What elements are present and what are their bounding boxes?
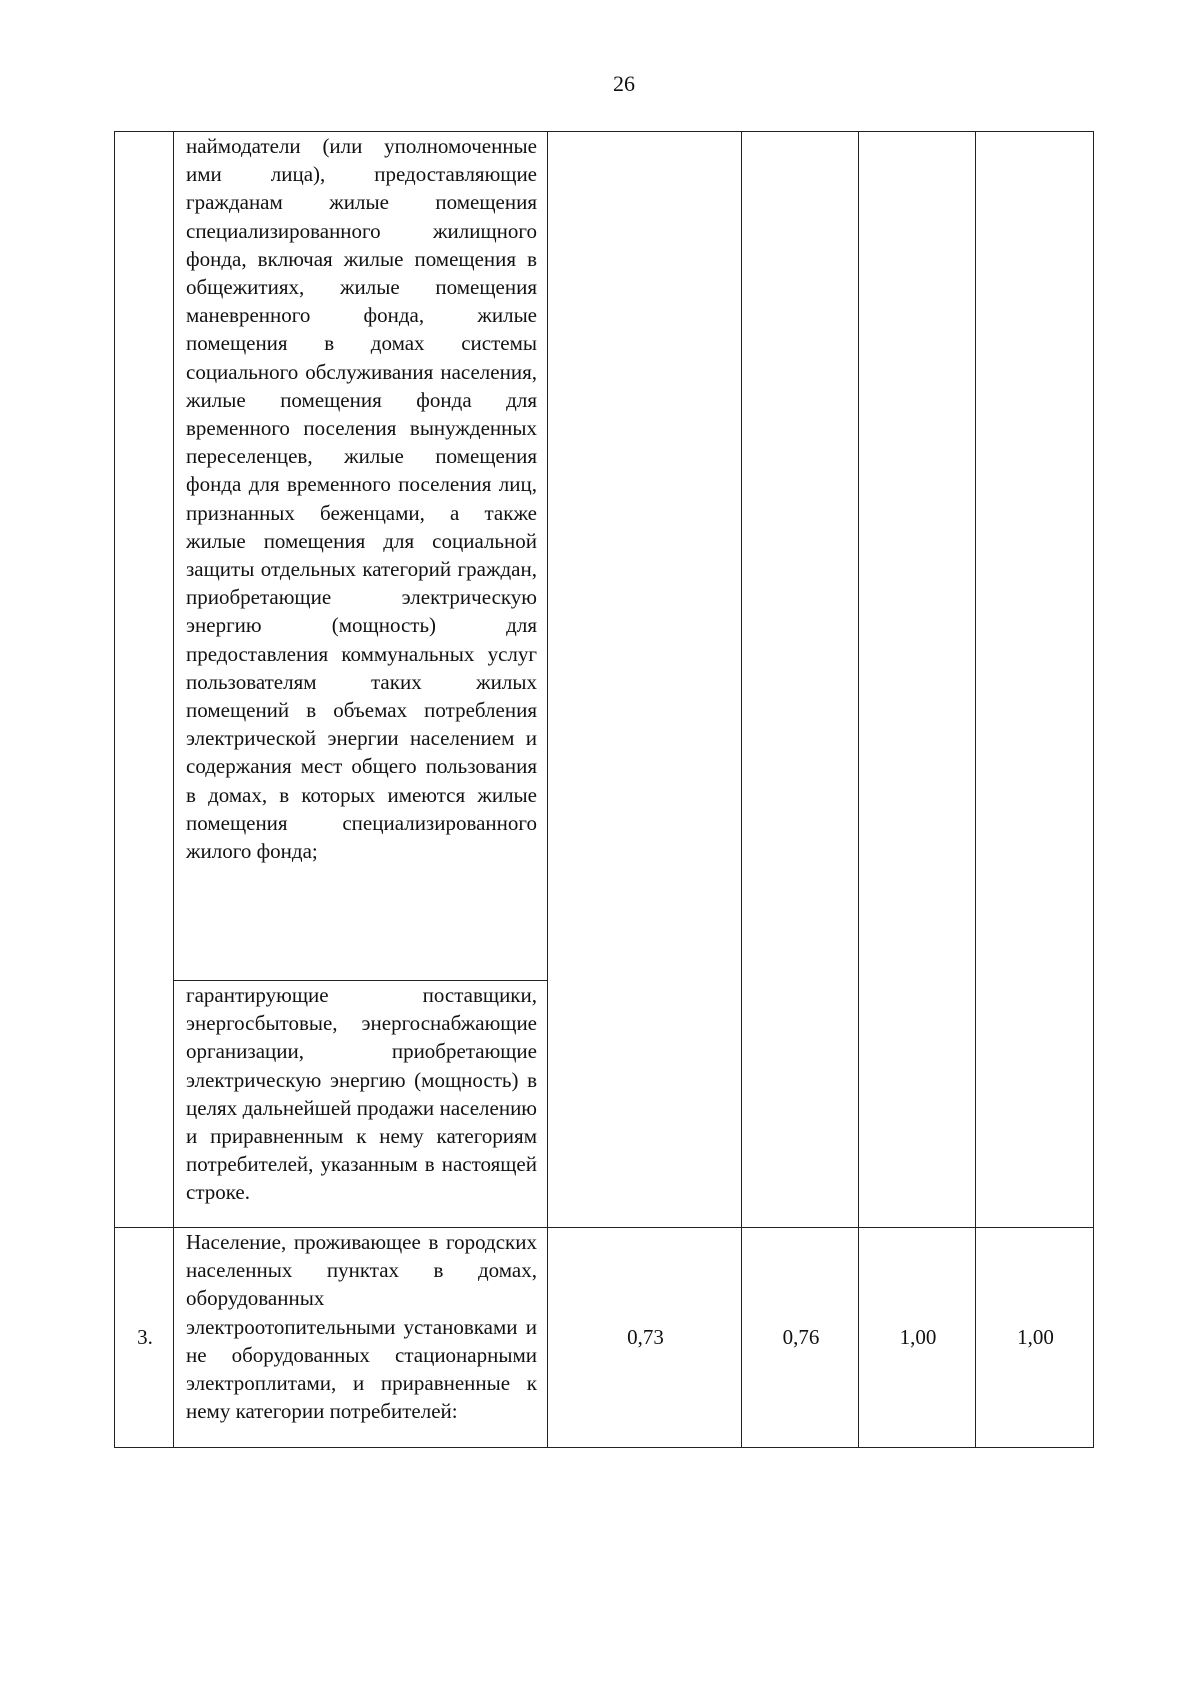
row-description-cell: Население, проживающее в городских населенных пунктах в домах, оборудованных электроотопительными установками и не оборудованных стационарными электроплитами, и приравненные к нему категории потребителей:: [174, 1228, 548, 1448]
table-row: [115, 1228, 1094, 1448]
value-cell-3: 1,00: [859, 1228, 976, 1448]
value-cell-1: [548, 132, 742, 1228]
row-description-cell: наймодатели (или уполномоченные ими лица), предоставляющие гражданам жилые помещения специализированного жилищного фонда, включая жилые помещения в общежитиях, жилые помещения маневренного фонда, жилые помещения в домах системы социального обслуживания населения, жилые помещения фонда для временного поселения вынужденных переселенцев, жилые помещения фонда для временного поселения лиц, признанных беженцами, а также жилые помещения для социальной защиты отдельных категорий граждан, приобретающие электрическую энергию (мощность) для предоставления коммунальных услуг пользователям таких жилых помещений в объемах потребления электрической энергии населением и содержания мест общего пользования в домах, в которых имеются жилые помещения специализированного жилого фонда;: [174, 132, 548, 981]
row-number-cell: 3.: [115, 1228, 174, 1448]
value-cell-2: [742, 132, 859, 1228]
page-number: 26: [613, 71, 635, 96]
value-cell-1: 0,73: [548, 1228, 742, 1448]
row-number-cell: [115, 132, 174, 1228]
table-row: [115, 132, 1094, 981]
value-cell-3: [859, 132, 976, 1228]
row-description-cell: гарантирующие поставщики, энергосбытовые, энергоснабжающие организации, приобретающие электрическую энергию (мощность) в целях дальнейшей продажи населению и приравненным к нему категориям потребителей, указанным в настоящей строке.: [174, 981, 548, 1228]
value-cell-4: 1,00: [976, 1228, 1094, 1448]
value-cell-4: [976, 132, 1094, 1228]
value-cell-2: 0,76: [742, 1228, 859, 1448]
tariff-table: [114, 131, 1094, 1448]
